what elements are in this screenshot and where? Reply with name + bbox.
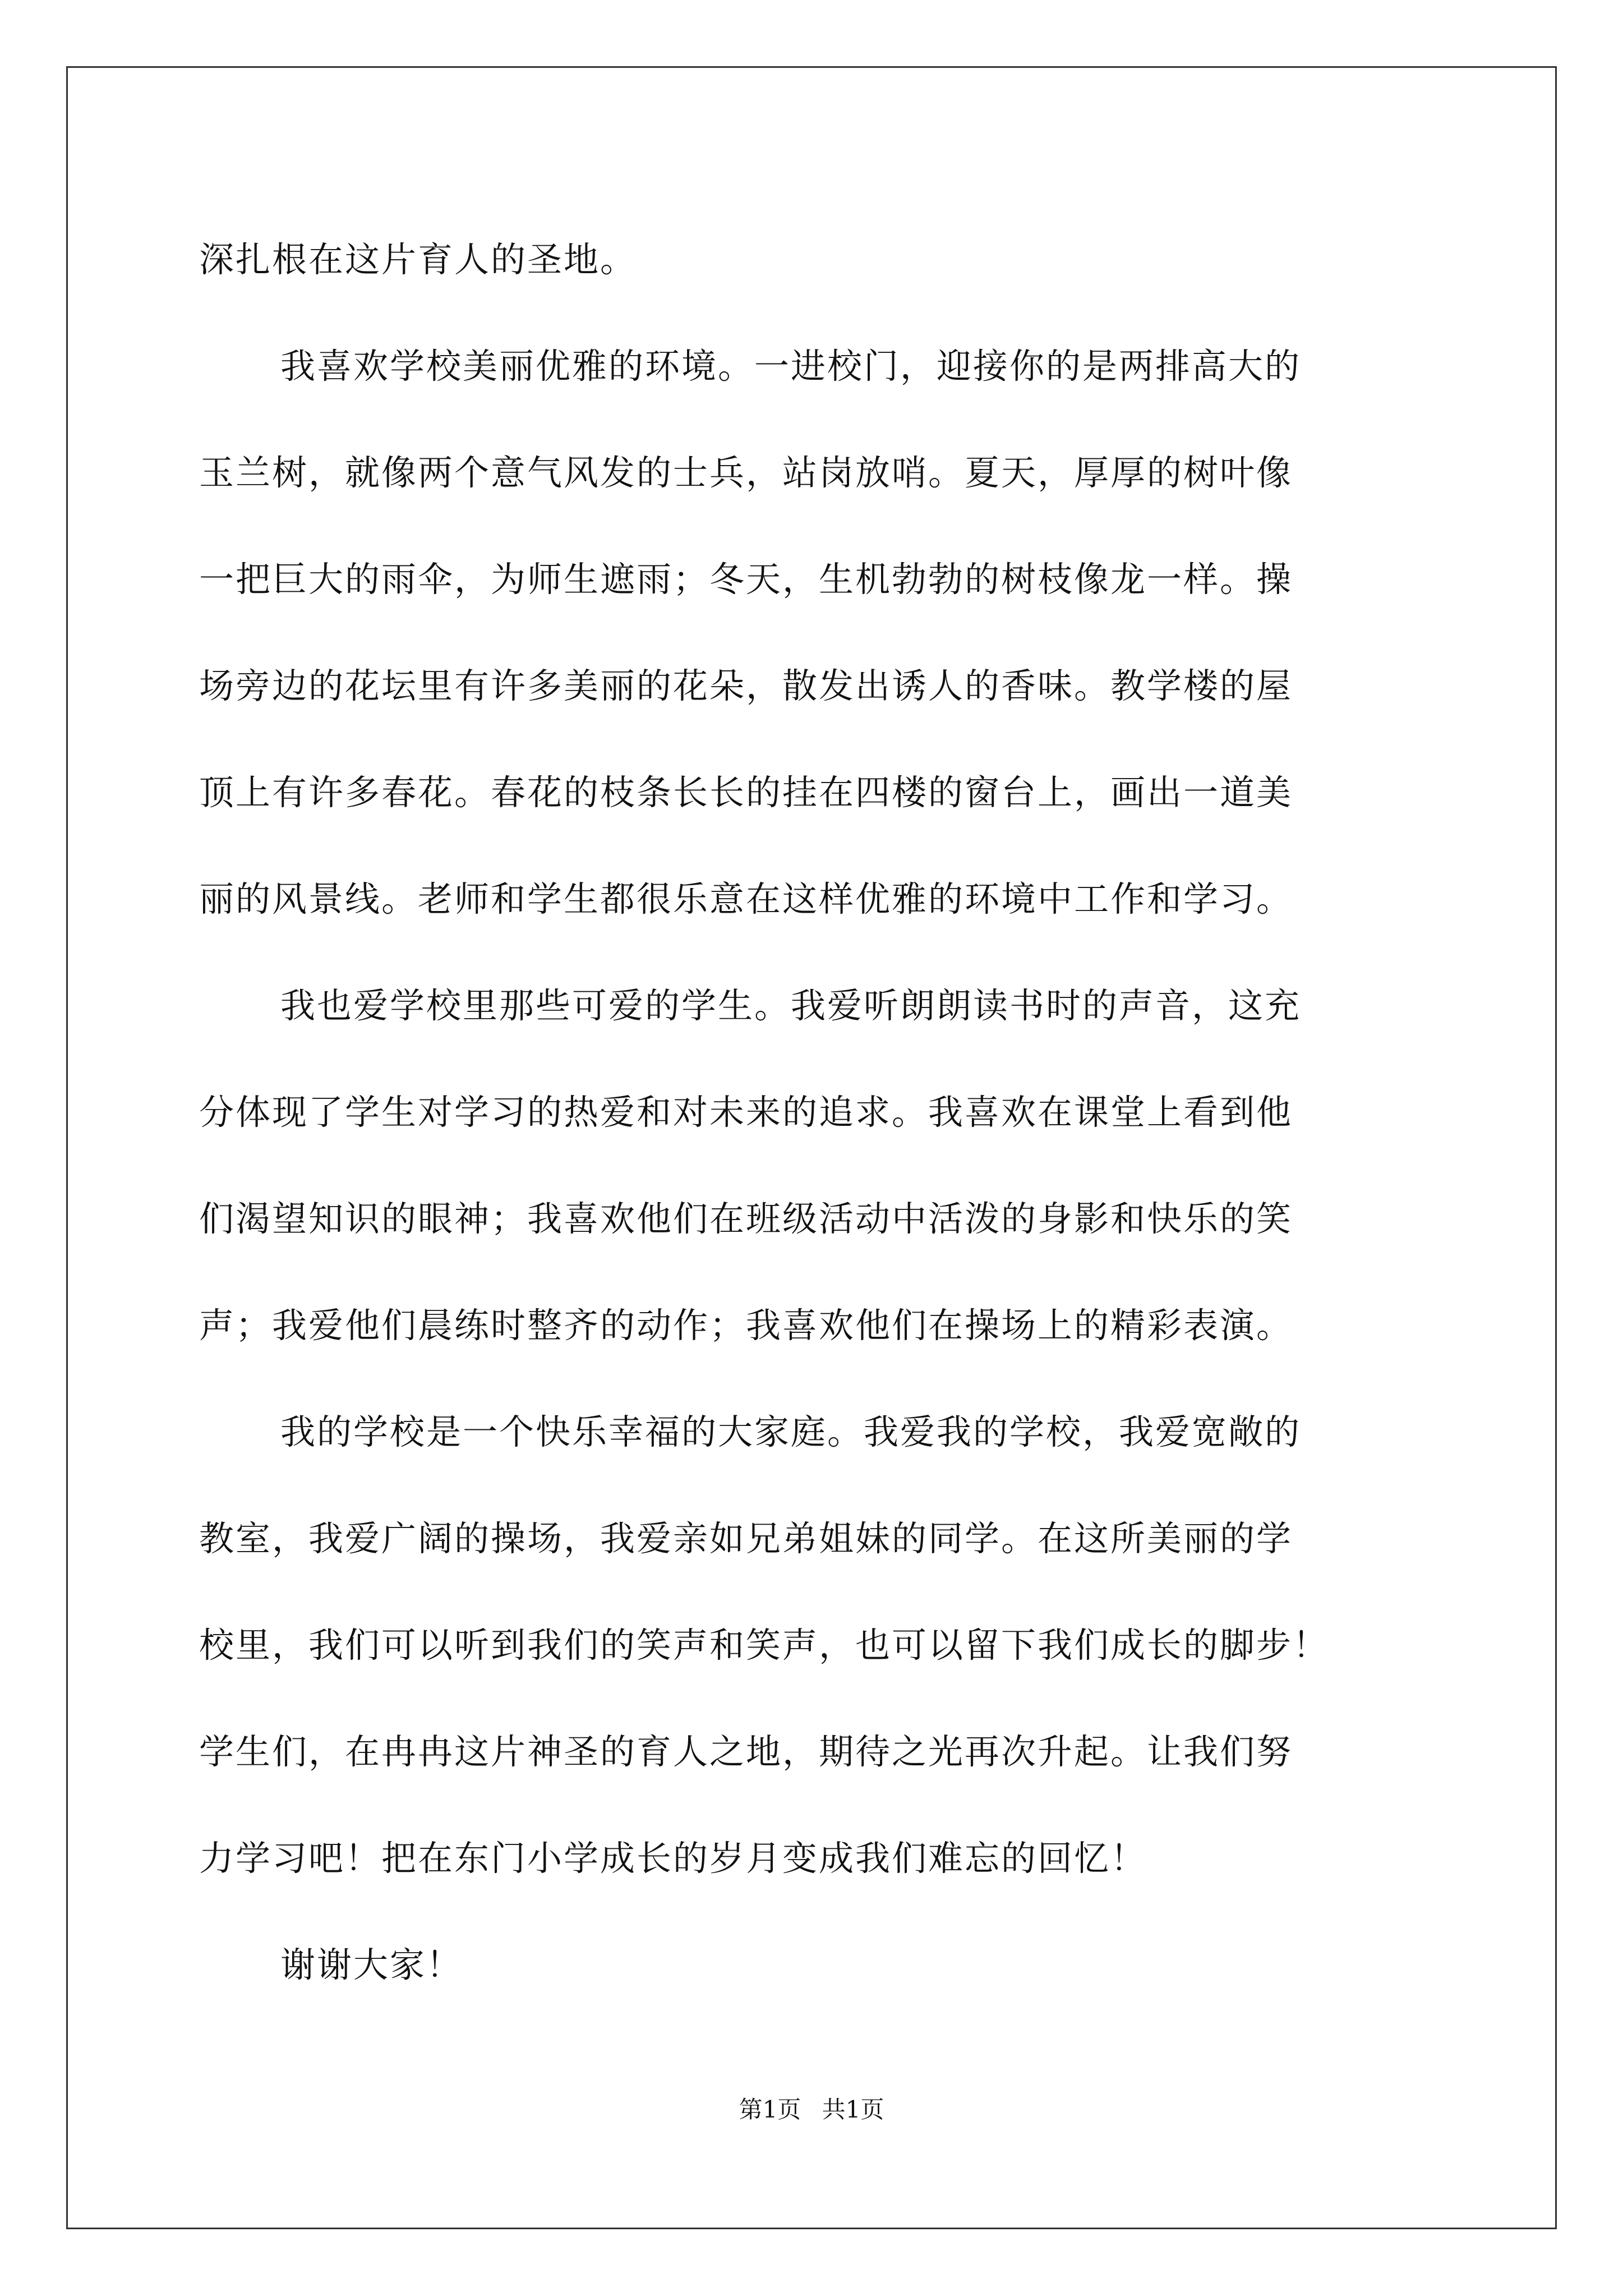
text-line: 深扎根在这片育人的圣地。 — [199, 239, 637, 280]
page-footer — [0, 2091, 1623, 2125]
text-line: 声；我爱他们晨练时整齐的动作；我喜欢他们在操场上的精彩表演。 — [199, 1305, 1293, 1346]
text-line: 力学习吧！把在东门小学成长的岁月变成我们难忘的回忆！ — [199, 1838, 1147, 1879]
text-line: 们渴望知识的眼神；我喜欢他们在班级活动中活泼的身影和快乐的笑 — [199, 1198, 1293, 1239]
page-number: 第1页 — [739, 2096, 801, 2123]
text-line: 校里，我们可以听到我们的笑声和笑声，也可以留下我们成长的脚步！ — [199, 1625, 1330, 1665]
text-line: 玉兰树，就像两个意气风发的士兵，站岗放哨。夏天，厚厚的树叶像 — [199, 452, 1293, 493]
text-line: 顶上有许多春花。春花的枝条长长的挂在四楼的窗台上，画出一道美 — [199, 772, 1293, 813]
paragraph-start-line: 我喜欢学校美丽优雅的环境。一进校门，迎接你的是两排高大的 — [280, 346, 1302, 386]
text-line: 丽的风景线。老师和学生都很乐意在这样优雅的环境中工作和学习。 — [199, 878, 1293, 919]
text-line: 场旁边的花坛里有许多美丽的花朵，散发出诱人的香味。教学楼的屋 — [199, 665, 1293, 706]
page-total: 共1页 — [822, 2096, 884, 2123]
closing-line: 谢谢大家！ — [280, 1944, 463, 1985]
paragraph-start-line: 我的学校是一个快乐幸福的大家庭。我爱我的学校，我爱宽敞的 — [280, 1411, 1302, 1452]
document-body — [199, 206, 1433, 2018]
text-line: 一把巨大的雨伞，为师生遮雨；冬天，生机勃勃的树枝像龙一样。操 — [199, 559, 1293, 600]
text-line: 教室，我爱广阔的操场，我爱亲如兄弟姐妹的同学。在这所美丽的学 — [199, 1518, 1293, 1559]
text-line: 分体现了学生对学习的热爱和对未来的追求。我喜欢在课堂上看到他 — [199, 1092, 1293, 1133]
paragraph-start-line: 我也爱学校里那些可爱的学生。我爱听朗朗读书时的声音，这充 — [280, 985, 1302, 1026]
text-line: 学生们，在冉冉这片神圣的育人之地，期待之光再次升起。让我们努 — [199, 1731, 1293, 1772]
